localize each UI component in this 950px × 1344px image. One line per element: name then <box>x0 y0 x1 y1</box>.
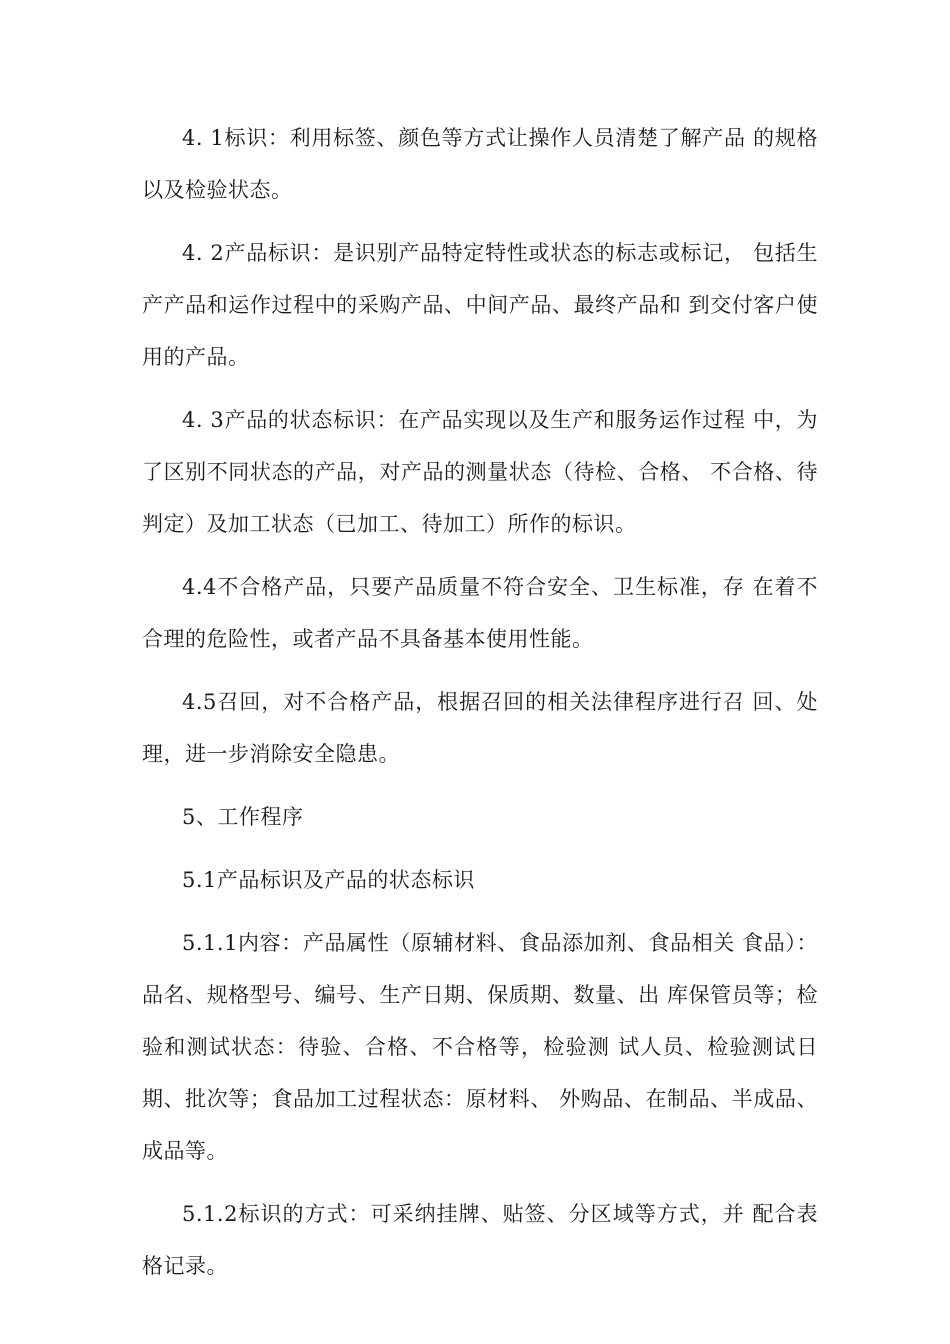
paragraph-4-5: 4.5召回，对不合格产品，根据召回的相关法律程序进行召 回、处理，进一步消除安全隐患。 <box>142 690 818 766</box>
subsection-heading-5-1: 5.1产品标识及产品的状态标识 <box>182 868 475 892</box>
document-body <box>142 112 818 1303</box>
paragraph-4-4: 4.4不合格产品，只要产品质量不符合安全、卫生标准，存 在着不合理的危险性，或者产品不具备基本使用性能。 <box>142 575 818 651</box>
paragraph-4-1: 4. 1标识：利用标签、颜色等方式让操作人员清楚了解产品 的规格以及检验状态。 <box>142 126 818 202</box>
paragraph-5-1-1: 5.1.1内容：产品属性（原辅材料、食品添加剂、食品相关 食品）：品名、规格型号、编号、生产日期、保质期、数量、出 库保管员等；检验和测试状态：待验、合格、不合格等，检验测 试人员、检验测试日期、批次等；食品加工过程状态：原材料、 外购品、在制品、半成品、成品等。 <box>142 931 818 1163</box>
paragraph-4-3: 4. 3产品的状态标识：在产品实现以及生产和服务运作过程 中，为了区别不同状态的产品，对产品的测量状态（待检、合格、 不合格、待判定）及加工状态（已加工、待加工）所作的标识。 <box>142 408 818 536</box>
paragraph-4-2: 4. 2产品标识：是识别产品特定特性或状态的标志或标记， 包括生产产品和运作过程中的采购产品、中间产品、最终产品和 到交付客户使用的产品。 <box>142 241 818 369</box>
paragraph-5-1-2: 5.1.2标识的方式：可采纳挂牌、贴签、分区域等方式，并 配合表格记录。 <box>142 1202 818 1278</box>
section-heading-5: 5、工作程序 <box>182 805 304 829</box>
